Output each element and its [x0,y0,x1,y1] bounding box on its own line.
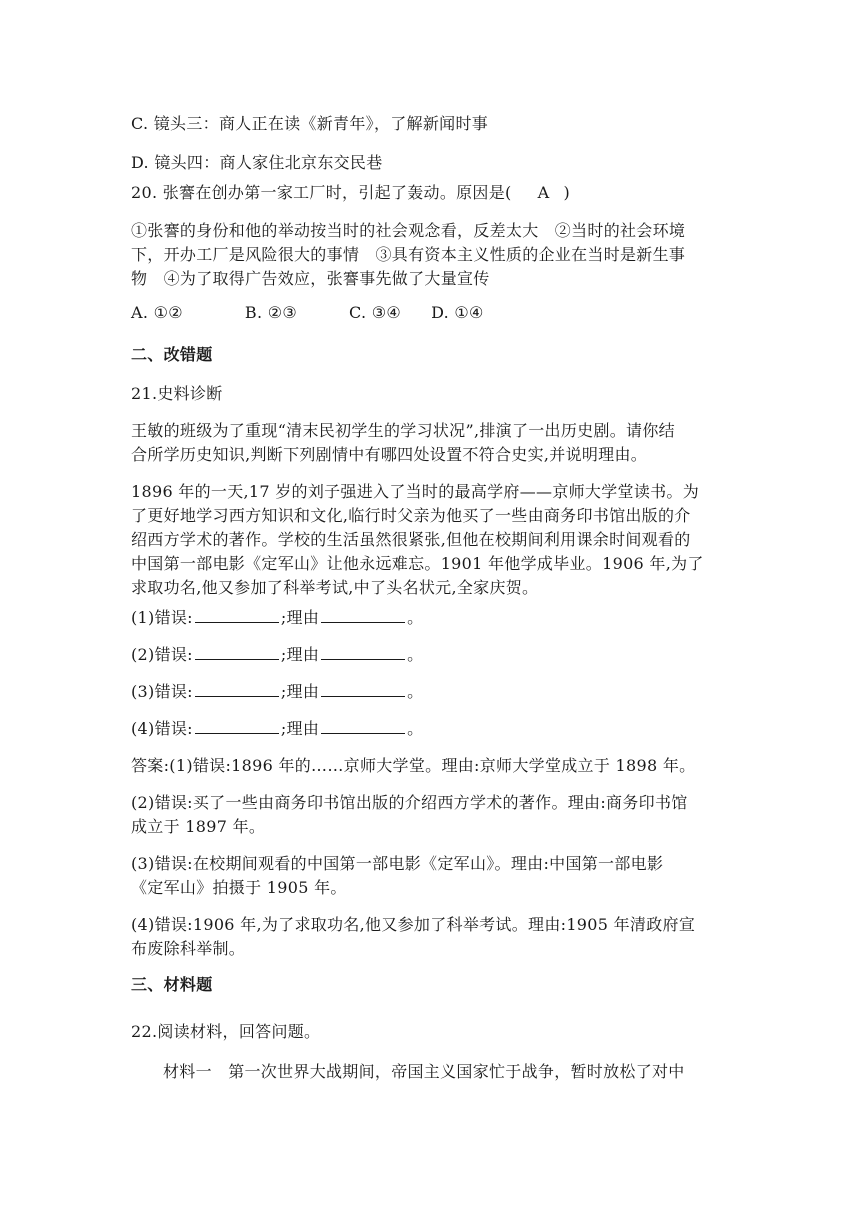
q21-title: 21.史料诊断 [131,384,223,403]
q20-stem-close: ) [563,183,570,202]
material-1-line: 材料一 第一次世界大战期间，帝国主义国家忙于战争，暂时放松了对中 [163,1062,685,1081]
q20-options [131,303,484,323]
blank-row-end: 。 [407,608,424,627]
q21-story-line: 中国第一部电影《定军山》让他永远难忘。1901 年他学成毕业。1906 年,为了 [131,554,704,573]
blank-row-end: 。 [407,645,424,664]
q20-option: A. ①② [131,303,183,322]
blank-row-reason-label: ;理由 [280,719,320,738]
answer-line: (4)错误:1906 年,为了求取功名,他又参加了科举考试。理由:1905 年清政府宣 [131,915,696,934]
q20-stem [131,183,570,203]
q21-story-line: 了更好地学习西方知识和文化,临行时父亲为他买了一些由商务印书馆出版的介 [131,506,691,525]
answer-line: 《定军山》拍摄于 1905 年。 [131,878,347,897]
blank-row-label: (1)错误: [131,608,193,627]
answer-blank[interactable] [195,682,279,697]
blank-row-label: (2)错误: [131,645,193,664]
q20-statements-line: 物 ④为了取得广告效应，张謇事先做了大量宣传 [131,269,490,288]
reason-blank[interactable] [321,608,405,623]
q19-option-c: C. 镜头三：商人正在读《新青年》，了解新闻时事 [131,114,489,133]
blank-row-label: (3)错误: [131,682,193,701]
blank-row-end: 。 [407,682,424,701]
section-3-title: 三、材料题 [131,975,213,994]
q21-story-line: 绍西方学术的著作。学校的生活虽然很紧张,但他在校期间利用课余时间观看的 [131,530,691,549]
blank-row-label: (4)错误: [131,719,193,738]
q19-option-d: D. 镜头四：商人家住北京东交民巷 [131,153,383,172]
answer-line: (3)错误:在校期间观看的中国第一部电影《定军山》。理由:中国第一部电影 [131,854,664,873]
reason-blank[interactable] [321,682,405,697]
answer-line: 成立于 1897 年。 [131,817,266,836]
q21-intro-line: 合所学历史知识,判断下列剧情中有哪四处设置不符合史实,并说明理由。 [131,445,648,464]
reason-blank[interactable] [321,719,405,734]
blank-row-reason-label: ;理由 [280,645,320,664]
blank-row [131,608,423,628]
blank-row-end: 。 [407,719,424,738]
reason-blank[interactable] [321,645,405,660]
answer-line: (2)错误:买了一些由商务印书馆出版的介绍西方学术的著作。理由:商务印书馆 [131,793,688,812]
section-2-title: 二、改错题 [131,345,213,364]
q21-story-line: 1896 年的一天,17 岁的刘子强进入了当时的最高学府——京师大学堂读书。为 [131,482,700,501]
q22-title: 22.阅读材料，回答问题。 [131,1022,321,1041]
q21-intro-line: 王敏的班级为了重现“清末民初学生的学习状况”,排演了一出历史剧。请你结 [131,421,675,440]
q20-option: C. ③④ [349,303,402,322]
q20-stem-text: 20. 张謇在创办第一家工厂时，引起了轰动。原因是( [131,183,512,202]
q20-answer: A [537,183,550,202]
answer-blank[interactable] [195,608,279,623]
answer-line: 答案:(1)错误:1896 年的……京师大学堂。理由:京师大学堂成立于 1898 年。 [131,756,696,775]
q20-option: D. ①④ [431,303,484,322]
answer-blank[interactable] [195,645,279,660]
answer-line: 布废除科举制。 [131,939,246,958]
blank-row [131,645,423,665]
blank-row [131,719,423,739]
blank-row [131,682,423,702]
q21-story-line: 求取功名,他又参加了科举考试,中了头名状元,全家庆贺。 [131,578,539,597]
q20-option: B. ②③ [244,303,298,322]
q20-statements-line: 下，开办工厂是风险很大的事情 ③具有资本主义性质的企业在当时是新生事 [131,245,686,264]
q20-statements-line: ①张謇的身份和他的举动按当时的社会观念看，反差太大 ②当时的社会环境 [131,221,686,240]
blank-row-reason-label: ;理由 [280,682,320,701]
blank-row-reason-label: ;理由 [280,608,320,627]
answer-blank[interactable] [195,719,279,734]
